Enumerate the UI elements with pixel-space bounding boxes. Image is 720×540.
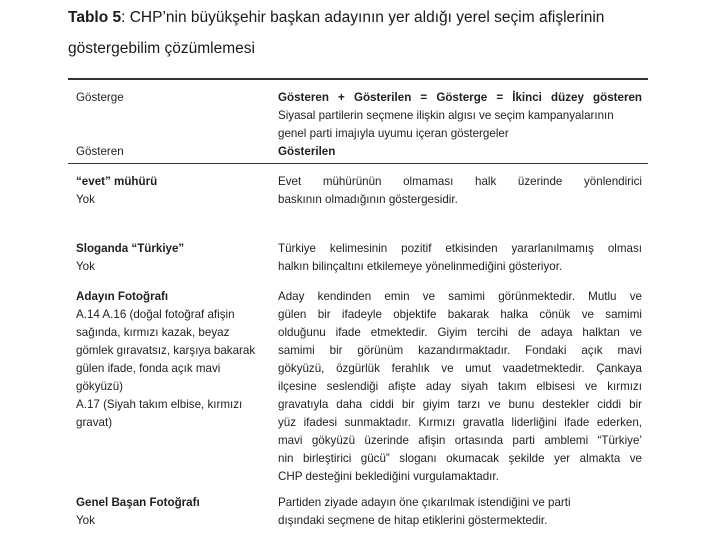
header-description	[278, 107, 642, 143]
row-4-sign	[76, 494, 276, 530]
table-top-rule	[68, 78, 648, 80]
row-3-signifier-5: gökyüzü)	[76, 380, 124, 393]
row-3-signified	[278, 288, 642, 486]
header-sign: Gösterge	[76, 91, 124, 104]
row-3-line-1: Aday kendinden emin ve samimi görünmektedir. Mutlu ve	[278, 290, 642, 303]
header-formula-text: Gösteren + Gösterilen = Gösterge = İkinci düzey gösteren	[278, 91, 642, 104]
row-3-sign-title: Adayın Fotoğrafı	[76, 290, 169, 303]
row-4-sign-title: Genel Başan Fotoğrafı	[76, 496, 200, 509]
header-description-2: genel parti imajıyla uyumu içeran göstergeler	[278, 127, 509, 140]
header-signifier: Gösteren	[76, 145, 124, 158]
row-3-line-8: yüz ifadesi sunmaktadır. Kırmızı gravatla liderliğini ifade ederken,	[278, 416, 642, 429]
caption-line-1	[68, 2, 658, 33]
row-3-line-6: ilçesine seslendiği afişte aday siyah takım elbisesi ve kırmızı	[278, 380, 642, 393]
row-2-line-1: Türkiye kelimesinin pozitif etkisinden yararlanılmamış olması	[278, 242, 642, 255]
row-3-line-2: gülen bir ifadeyle objektife bakarak halka cönük ve samimi	[278, 308, 642, 321]
row-3-signifier-6: A.17 (Siyah takım elbise, kırmızı	[76, 398, 243, 411]
row-3-line-5: gökyüzü, özgürlük ferahlık ve umut vaadetmektedir. Çankaya	[278, 362, 642, 375]
row-4-signified	[278, 494, 642, 530]
row-1-signified	[278, 173, 642, 209]
row-3-line-10: nin birleştirici gücü” sloganı okumacak şekilde yer almakta ve	[278, 452, 642, 465]
row-3-line-11: CHP desteğini beklediğini vurgulamaktadır.	[278, 470, 499, 483]
table-label: Tablo 5	[68, 9, 122, 26]
row-3-signifier-4: gülen ifade, fonda açık mavi	[76, 362, 221, 375]
row-4-line-1: Partiden ziyade adayın öne çıkarılmak istendiğini ve parti	[278, 496, 571, 509]
table-header-rule	[68, 163, 648, 164]
row-3-signifier-2: sağında, kırmızı kazak, beyaz	[76, 326, 230, 339]
caption-title-2: göstergebilim çözümlemesi	[68, 40, 255, 57]
row-1-sign	[76, 173, 276, 209]
row-2-sign-title: Sloganda “Türkiye”	[76, 242, 185, 255]
row-4-line-2: dışındaki seçmene de hitap etiklerini göstermektedir.	[278, 514, 548, 527]
row-2-line-2: halkın bilinçaltını etkilemeye yönelinmediğini gösteriyor.	[278, 260, 563, 273]
row-2-signifier: Yok	[76, 260, 95, 273]
row-2-signified	[278, 240, 642, 276]
row-4-signifier: Yok	[76, 514, 95, 527]
header-formula	[278, 89, 642, 107]
table-caption	[68, 2, 658, 64]
row-1-line-1: Evet mühürünün olmaması halk üzerinde yönlendirici	[278, 175, 642, 188]
row-1-line-2: baskının olmadığının göstergesidir.	[278, 193, 458, 206]
row-2-sign	[76, 240, 276, 276]
header-signified: Gösterilen	[278, 145, 336, 158]
row-3-line-9: mavi gökyüzü üzerinde afişin ortasında parti amblemi “Türkiye’	[278, 434, 642, 447]
row-3-line-7: gravatıyla daha ciddi bir giyim tarzı ve bunu destekler ciddi bir	[278, 398, 642, 411]
caption-title-1: : CHP’nin büyükşehir başkan adayının yer aldığı yerel seçim afişlerinin	[121, 9, 605, 26]
row-3-line-4: samimi bir görünüm kazandırmaktadır. Fondaki açık mavi	[278, 344, 642, 357]
row-1-sign-title: “evet” mühürü	[76, 175, 158, 188]
header-description-1: Siyasal partilerin seçmene ilişkin algısı ve seçim kampanyalarının	[278, 109, 614, 122]
row-3-sign	[76, 288, 276, 432]
row-3-signifier-7: gravat)	[76, 416, 113, 429]
row-1-signifier: Yok	[76, 193, 95, 206]
row-3-signifier-1: A.14 A.16 (doğal fotoğraf afişin	[76, 308, 235, 321]
row-3-signifier-3: gömlek gıravatsız, karşıya bakarak	[76, 344, 256, 357]
row-3-line-3: olduğunu ifade etmektedir. Giyim tercihi de adaya halktan ve	[278, 326, 642, 339]
